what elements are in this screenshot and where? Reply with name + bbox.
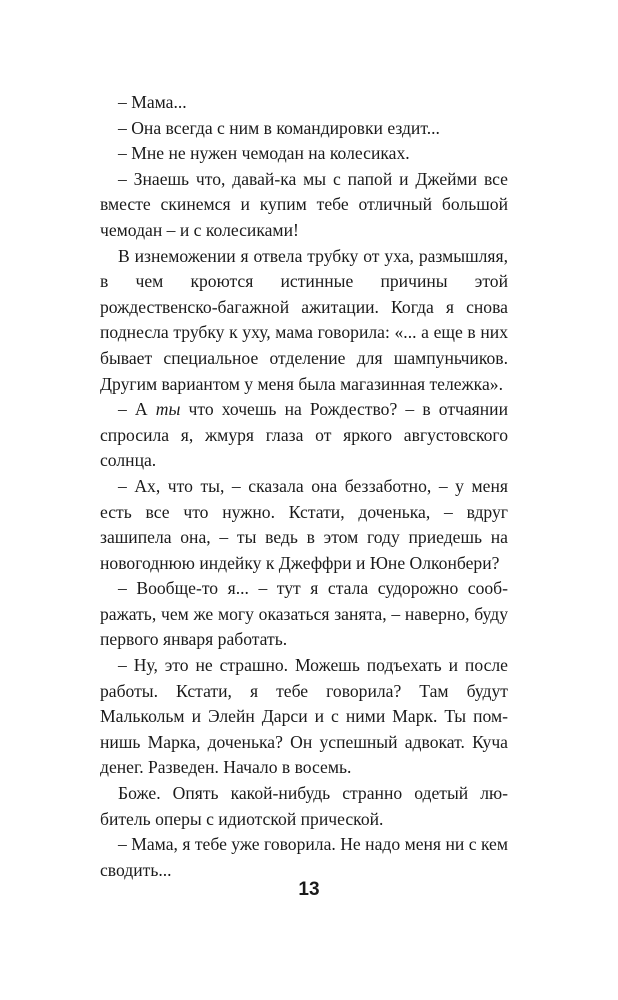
paragraph [100,781,508,832]
paragraph [100,653,508,781]
paragraph-text: – Она всегда с ним в командировки ездит... [118,117,440,138]
emphasis-text: ты [155,399,181,420]
paragraph [100,244,508,398]
paragraph [100,576,508,653]
paragraph [100,474,508,576]
paragraph-text: Боже. Опять какой-нибудь странно одетый любитель оперы с идиотской прической. [100,783,508,829]
paragraph [100,90,508,116]
paragraph-text: В изнеможении я отвела трубку от уха, размышляя, в чем кроются истинные причины этой рождественско-багажной ажитации. Когда я снова поднесла трубку к уху, мама говорила: «... а еще в них бывает специальное отделение для шампуньчиков. Другим вариантом у меня была магазинная тележка». [100,245,508,394]
paragraph [100,832,508,883]
paragraph-text: – Мама... [118,92,187,112]
paragraph [100,116,508,142]
paragraph-text: что хочешь на Рождество? – в отчаянии спросила я, жмуря глаза от яркого августовского солнца. [100,399,508,471]
paragraph-text: – Мама, я тебе уже говорила. Не надо меня ни с кем сводить... [100,834,508,880]
paragraph [100,397,508,474]
paragraph-text: – Мне не нужен чемодан на колесиках. [118,143,410,164]
paragraph [100,141,508,167]
paragraph-text: – Вообще-то я... – тут я стала судорожно соображать, чем же могу оказаться занята, – наверно, буду первого января работать. [100,578,508,650]
paragraph-text: – Ах, что ты, – сказала она беззаботно, – у меня есть все что нужно. Кстати, доченька, – вдруг зашипела она, – ты ведь в этом году приедешь на новогоднюю индейку к Джеффри и Юне Олконбери? [100,475,508,573]
body-text [100,90,508,883]
paragraph-text: – А [118,399,156,420]
paragraph-text: – Ну, это не страшно. Можешь подъехать и после работы. Кстати, я тебе говорила? Там будут Малькольм и Элейн Дарси и с ними Марк. Ты помнишь Марка, доченька? Он успешный адвокат. Куча денег. Разведен. Начало в восемь. [100,655,508,778]
paragraph-text: – Знаешь что, давай-ка мы с папой и Джейми все вместе скинемся и купим тебе отличный большой чемодан – и с колесиками! [100,168,508,240]
page-number: 13 [298,879,320,900]
paragraph [100,167,508,244]
